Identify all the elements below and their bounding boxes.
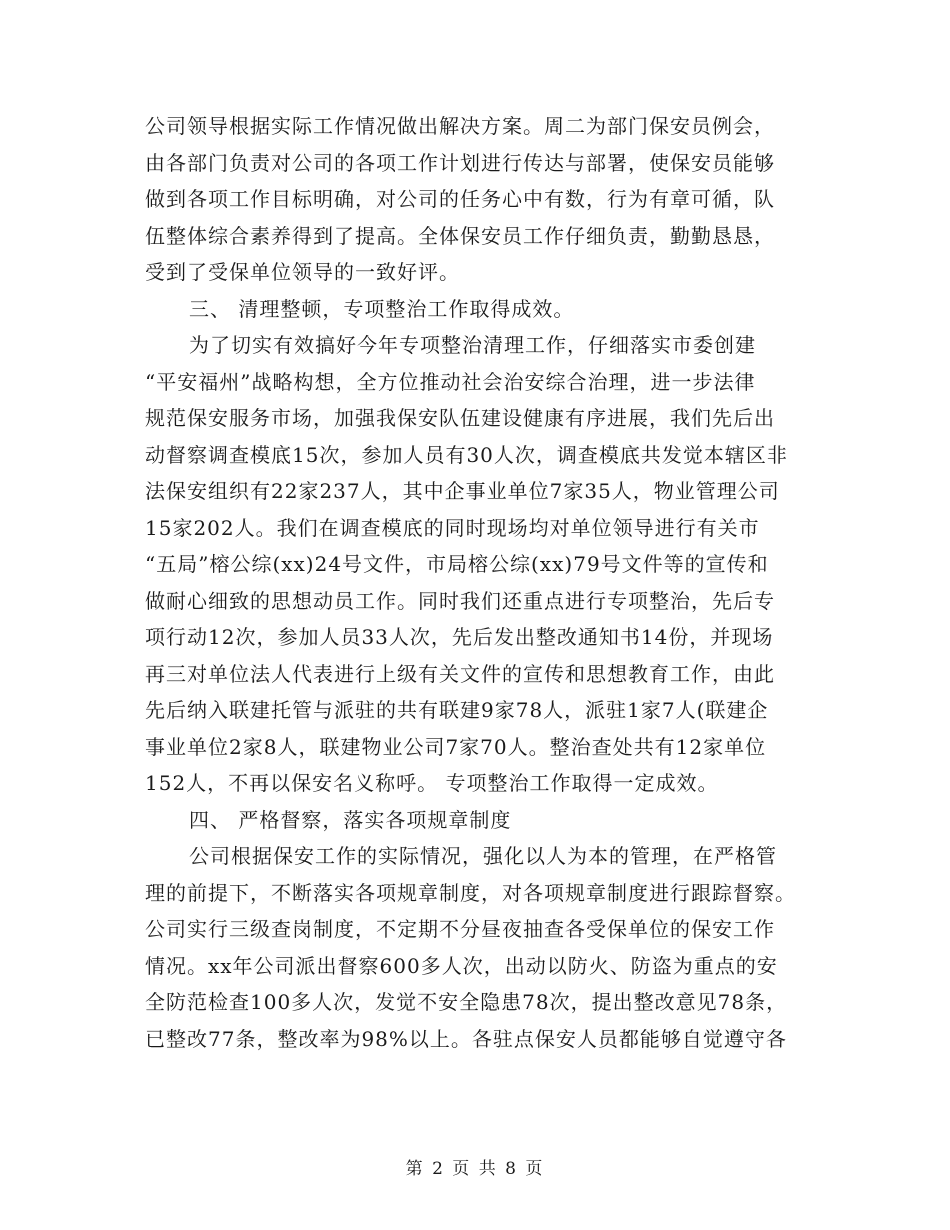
text-line: 152人，不再以保安名义称呼。 专项整治工作取得一定成效。 bbox=[145, 771, 719, 795]
text-line: “五局”榕公综(xx)24号文件，市局榕公综(xx)79号文件等的宣传和 bbox=[145, 552, 769, 576]
text-line: 事业单位2家8人，联建物业公司7家70人。整治查处共有12家单位 bbox=[145, 734, 767, 759]
text-line: 理的前提下，不断落实各项规章制度，对各项规章制度进行跟踪督察。 bbox=[145, 880, 796, 905]
text-line: “平安福州”战略构想，全方位推动社会治安综合治理，进一步法律 bbox=[145, 369, 756, 394]
text-line: 做耐心细致的思想动员工作。同时我们还重点进行专项整治，先后专 bbox=[145, 588, 775, 613]
text-line: 公司领导根据实际工作情况做出解决方案。周二为部门保安员例会， bbox=[145, 114, 775, 138]
text-line: 动督察调查模底15次，参加人员有30人次，调查模底共发觉本辖区非 bbox=[145, 442, 788, 467]
text-line: 15家202人。我们在调查模底的同时现场均对单位领导进行有关市 bbox=[145, 515, 760, 540]
text-line: 伍整体综合素养得到了提高。全体保安员工作仔细负责，勤勤恳恳， bbox=[145, 223, 775, 248]
text-line: 受到了受保单位领导的一致好评。 bbox=[145, 260, 460, 284]
text-line: 规范保安服务市场，加强我保安队伍建设健康有序进展，我们先后出 bbox=[145, 406, 775, 430]
text-line: 公司实行三级查岗制度，不定期不分昼夜抽查各受保单位的保安工作 bbox=[145, 917, 775, 941]
section-heading: 四、 严格督察，落实各项规章制度 bbox=[189, 807, 512, 832]
section-heading: 三、 清理整顿，专项整治工作取得成效。 bbox=[189, 296, 575, 321]
text-line: 全防范检查100多人次，发觉不安全隐患78次，提出整改意见78条， bbox=[145, 990, 788, 1014]
text-line: 公司根据保安工作的实际情况，强化以人为本的管理，在严格管 bbox=[189, 844, 777, 868]
text-line: 做到各项工作目标明确，对公司的任务心中有数，行为有章可循，队 bbox=[145, 187, 775, 211]
text-line: 由各部门负责对公司的各项工作计划进行传达与部署，使保安员能够 bbox=[145, 150, 775, 175]
text-line: 项行动12次，参加人员33人次，先后发出整改通知书14份，并现场 bbox=[145, 625, 774, 649]
body-text bbox=[145, 108, 815, 1057]
text-line: 先后纳入联建托管与派驻的共有联建9家78人，派驻1家7人(联建企 bbox=[145, 698, 769, 722]
page-number-footer: 第 2 页 共 8 页 bbox=[405, 1159, 545, 1179]
text-line: 为了切实有效搞好今年专项整治清理工作，仔细落实市委创建 bbox=[189, 333, 756, 357]
text-line: 已整改77条，整改率为98%以上。各驻点保安人员都能够自觉遵守各 bbox=[145, 1026, 787, 1051]
text-line: 情况。xx年公司派出督察600多人次，出动以防火、防盗为重点的安 bbox=[145, 953, 778, 978]
text-line: 再三对单位法人代表进行上级有关文件的宣传和思想教育工作，由此 bbox=[145, 661, 775, 686]
text-line: 法保安组织有22家237人，其中企事业单位7家35人，物业管理公司 bbox=[145, 479, 780, 503]
